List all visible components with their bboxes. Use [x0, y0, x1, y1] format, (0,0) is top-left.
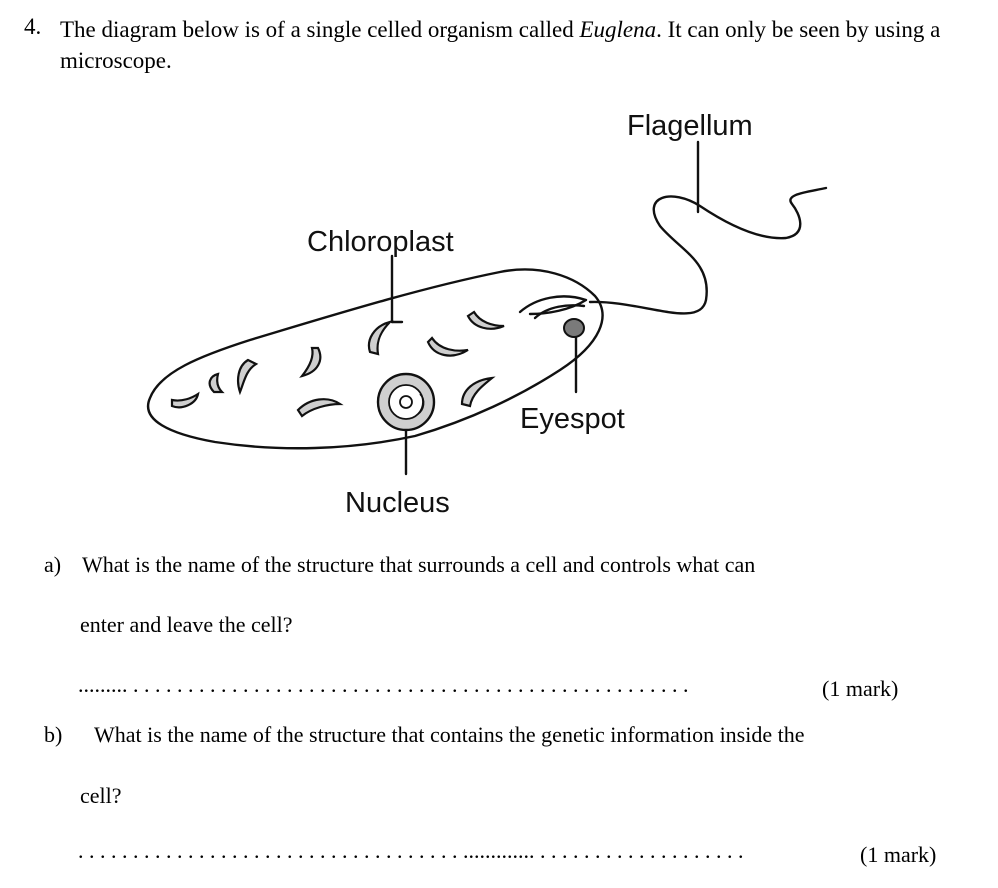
part-a-letter: a) — [44, 552, 62, 577]
question-number: 4. — [24, 14, 42, 39]
part-b-letter: b) — [44, 722, 63, 747]
part-b-answer-line[interactable]: . . . . . . . . . . . . . . . . . . . . . . . . . . . . . . . . . . . ............. . . . . . . . . . . . . . . . . . . . — [78, 838, 744, 863]
chloroplast-4 — [302, 348, 320, 376]
chloroplast-8 — [468, 312, 504, 329]
chloroplast-5 — [298, 399, 340, 416]
eyespot-label: Eyespot — [520, 403, 625, 435]
flagellum-label: Flagellum — [627, 110, 753, 142]
nucleus — [378, 374, 434, 430]
part-a-question-line2: enter and leave the cell? — [80, 612, 293, 637]
chloroplast-3 — [238, 360, 256, 392]
flagellum — [590, 188, 826, 313]
intro-text-end: . It can only be seen by using a microscope. — [60, 17, 941, 73]
chloroplast-1 — [172, 394, 198, 407]
chloroplast-9 — [462, 378, 492, 406]
nucleus-label: Nucleus — [345, 487, 450, 519]
chloroplast-2 — [210, 374, 222, 392]
part-b-question-line1: What is the name of the structure that contains the genetic information inside the — [94, 722, 805, 747]
organism-name: Euglena — [579, 17, 657, 42]
nucleolus — [400, 396, 412, 408]
eyespot — [564, 319, 584, 337]
chloroplast-label: Chloroplast — [307, 226, 454, 258]
chloroplasts — [172, 312, 504, 416]
chloroplast-7 — [428, 338, 468, 356]
chloroplast-6 — [369, 322, 390, 354]
intro-text-start: The diagram below is of a single celled organism called — [60, 17, 580, 42]
part-a-question-line1: What is the name of the structure that surrounds a cell and controls what can — [82, 552, 756, 577]
part-a-marks: (1 mark) — [822, 676, 899, 701]
part-b-question-line2: cell? — [80, 783, 122, 808]
part-b-marks: (1 mark) — [860, 842, 937, 867]
part-a-answer-line[interactable]: ......... . . . . . . . . . . . . . . . . . . . . . . . . . . . . . . . . . . . . . . . . . . . . . . . . . . . — [78, 672, 689, 697]
